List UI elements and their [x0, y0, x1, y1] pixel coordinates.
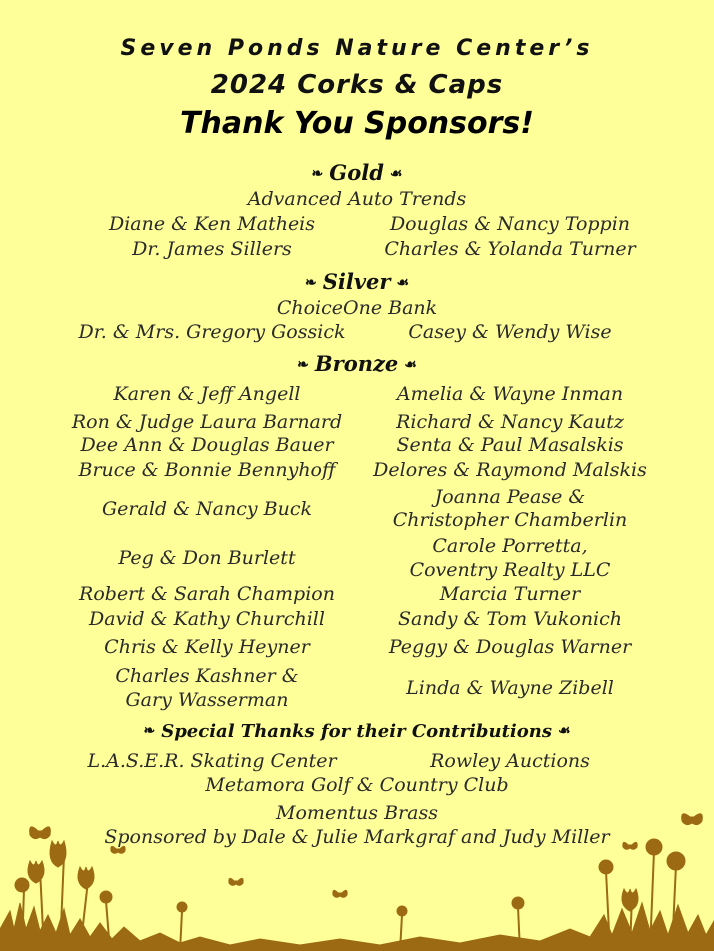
event-title: 2024 Corks & Caps	[210, 70, 504, 100]
bronze-sponsor: Amelia & Wayne Inman	[396, 383, 624, 405]
bronze-sponsor: Robert & Sarah Champion	[79, 583, 335, 605]
flourish-right-icon: ☙	[396, 275, 410, 291]
bronze-sponsor: Gerald & Nancy Buck	[101, 498, 313, 520]
thank-you-heading: Thank You Sponsors!	[180, 106, 534, 141]
silver-heading	[0, 269, 714, 294]
flourish-left-icon: ❧	[311, 166, 324, 182]
silver-title: Silver	[322, 269, 391, 294]
bronze-sponsor: Chris & Kelly Heyner	[104, 636, 310, 658]
bronze-sponsor: Peggy & Douglas Warner	[388, 636, 632, 658]
gold-title: Gold	[329, 160, 384, 185]
bronze-sponsor: Delores & Raymond Malskis	[373, 459, 647, 481]
flourish-right-icon: ☙	[404, 357, 417, 373]
flourish-right-icon: ☙	[389, 166, 403, 182]
contributor: L.A.S.E.R. Skating Center	[87, 750, 337, 772]
bronze-sponsor: Peg & Don Burlett	[118, 547, 296, 569]
contributor: Sponsored by Dale & Julie Markgraf and Judy Miller	[104, 826, 610, 848]
gold-heading	[0, 160, 714, 185]
bronze-sponsor: Christopher Chamberlin	[392, 509, 628, 531]
bronze-sponsor: Sandy & Tom Vukonich	[397, 608, 623, 630]
flourish-right-icon: ☙	[557, 723, 571, 739]
bronze-sponsor: Karen & Jeff Angell	[113, 383, 301, 405]
bronze-sponsor: Carole Porretta,	[432, 535, 588, 557]
bronze-sponsor: David & Kathy Churchill	[89, 608, 325, 630]
flourish-left-icon: ❧	[143, 723, 156, 739]
bronze-sponsor: Coventry Realty LLC	[409, 559, 611, 581]
gold-sponsor-top: Advanced Auto Trends	[247, 188, 467, 210]
bronze-heading	[0, 351, 714, 376]
gold-sponsor: Charles & Yolanda Turner	[384, 238, 636, 260]
gold-sponsor: Douglas & Nancy Toppin	[389, 213, 631, 235]
silver-sponsor-top: ChoiceOne Bank	[276, 297, 438, 319]
bronze-sponsor: Gary Wasserman	[125, 689, 289, 711]
org-title: Seven Ponds Nature Center’s	[120, 36, 594, 61]
contributor: Rowley Auctions	[430, 750, 590, 772]
bronze-sponsor: Charles Kashner &	[115, 665, 299, 687]
gold-sponsor: Dr. James Sillers	[132, 238, 292, 260]
bronze-sponsor: Ron & Judge Laura Barnard	[71, 411, 343, 433]
flourish-left-icon: ❧	[297, 357, 309, 373]
bronze-sponsor: Richard & Nancy Kautz	[396, 411, 624, 433]
flower-silhouette-decoration	[0, 811, 714, 951]
flourish-left-icon: ❧	[304, 275, 317, 291]
bronze-sponsor: Linda & Wayne Zibell	[406, 677, 614, 699]
special-thanks-heading	[0, 721, 714, 742]
bronze-title: Bronze	[314, 351, 399, 376]
bronze-sponsor: Dee Ann & Douglas Bauer	[80, 434, 334, 456]
bronze-sponsor: Bruce & Bonnie Bennyhoff	[78, 459, 336, 481]
contributor: Metamora Golf & Country Club	[205, 774, 509, 796]
bronze-sponsor: Marcia Turner	[439, 583, 581, 605]
contributor: Momentus Brass	[276, 802, 438, 824]
bronze-sponsor: Senta & Paul Masalskis	[396, 434, 624, 456]
silver-sponsor: Casey & Wendy Wise	[408, 321, 612, 343]
bronze-sponsor: Joanna Pease &	[434, 486, 586, 508]
special-thanks-title: Special Thanks for their Contributions	[161, 721, 552, 742]
silver-sponsor: Dr. & Mrs. Gregory Gossick	[78, 321, 346, 343]
gold-sponsor: Diane & Ken Matheis	[108, 213, 316, 235]
